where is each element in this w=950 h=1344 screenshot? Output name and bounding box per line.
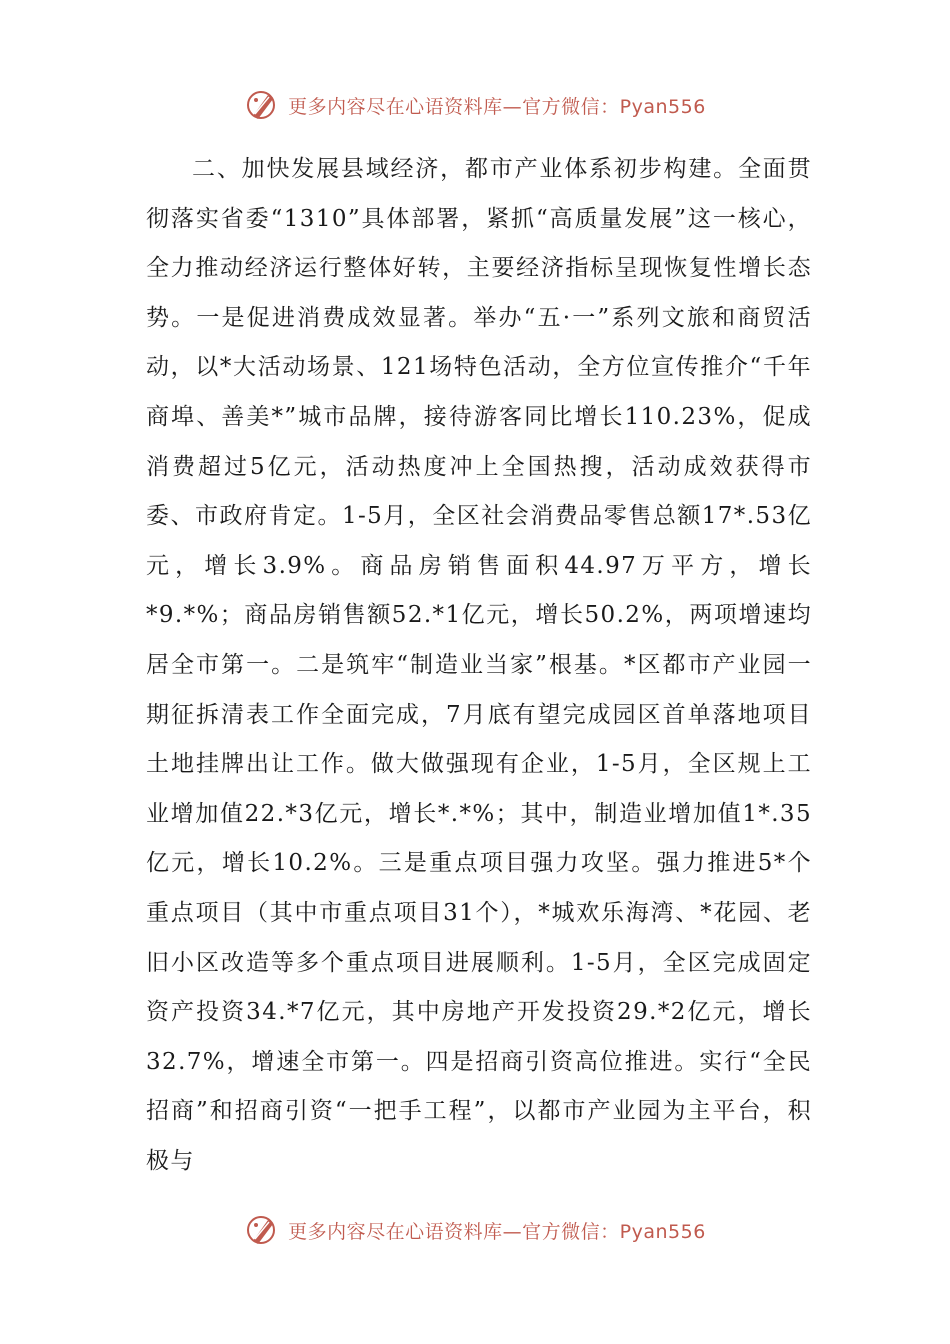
document-body — [146, 145, 812, 1186]
footer-watermark — [0, 1207, 950, 1253]
pen-nib-logo-icon — [244, 1212, 280, 1248]
watermark-text: 更多内容尽在心语资料库—官方微信：Pyan556 — [288, 1220, 706, 1243]
body-paragraph: 二、加快发展县域经济，都市产业体系初步构建。全面贯彻落实省委“1310”具体部署，紧抓“高质量发展”这一核心，全力推动经济运行整体好转，主要经济指标呈现恢复性增长态势。一是促进消费成效显著。举办“五·一”系列文旅和商贸活动，以*大活动场景、121场特色活动，全方位宣传推介“千年商埠、善美*”城市品牌，接待游客同比增长110.23%，促成消费超过5亿元，活动热度冲上全国热搜，活动成效获得市委、市政府肯定。1-5月，全区社会消费品零售总额17*.53亿元，增长3.9%。商品房销售面积44.97万平方，增长*9.*%；商品房销售额52.*1亿元，增长50.2%，两项增速均居全市第一。二是筑牢“制造业当家”根基。*区都市产业园一期征拆清表工作全面完成，7月底有望完成园区首单落地项目土地挂牌出让工作。做大做强现有企业，1-5月，全区规上工业增加值22.*3亿元，增长*.*%；其中，制造业增加值1*.35亿元，增长10.2%。三是重点项目强力攻坚。强力推进5*个重点项目（其中市重点项目31个），*城欢乐海湾、*花园、老旧小区改造等多个重点项目进展顺利。1-5月，全区完成固定资产投资34.*7亿元，其中房地产开发投资29.*2亿元，增长32.7%，增速全市第一。四是招商引资高位推进。实行“全民招商”和招商引资“一把手工程”，以都市产业园为主平台，积极与 — [146, 156, 812, 1174]
header-watermark — [0, 82, 950, 128]
pen-nib-logo-icon — [244, 87, 280, 123]
watermark-text: 更多内容尽在心语资料库—官方微信：Pyan556 — [288, 95, 706, 118]
